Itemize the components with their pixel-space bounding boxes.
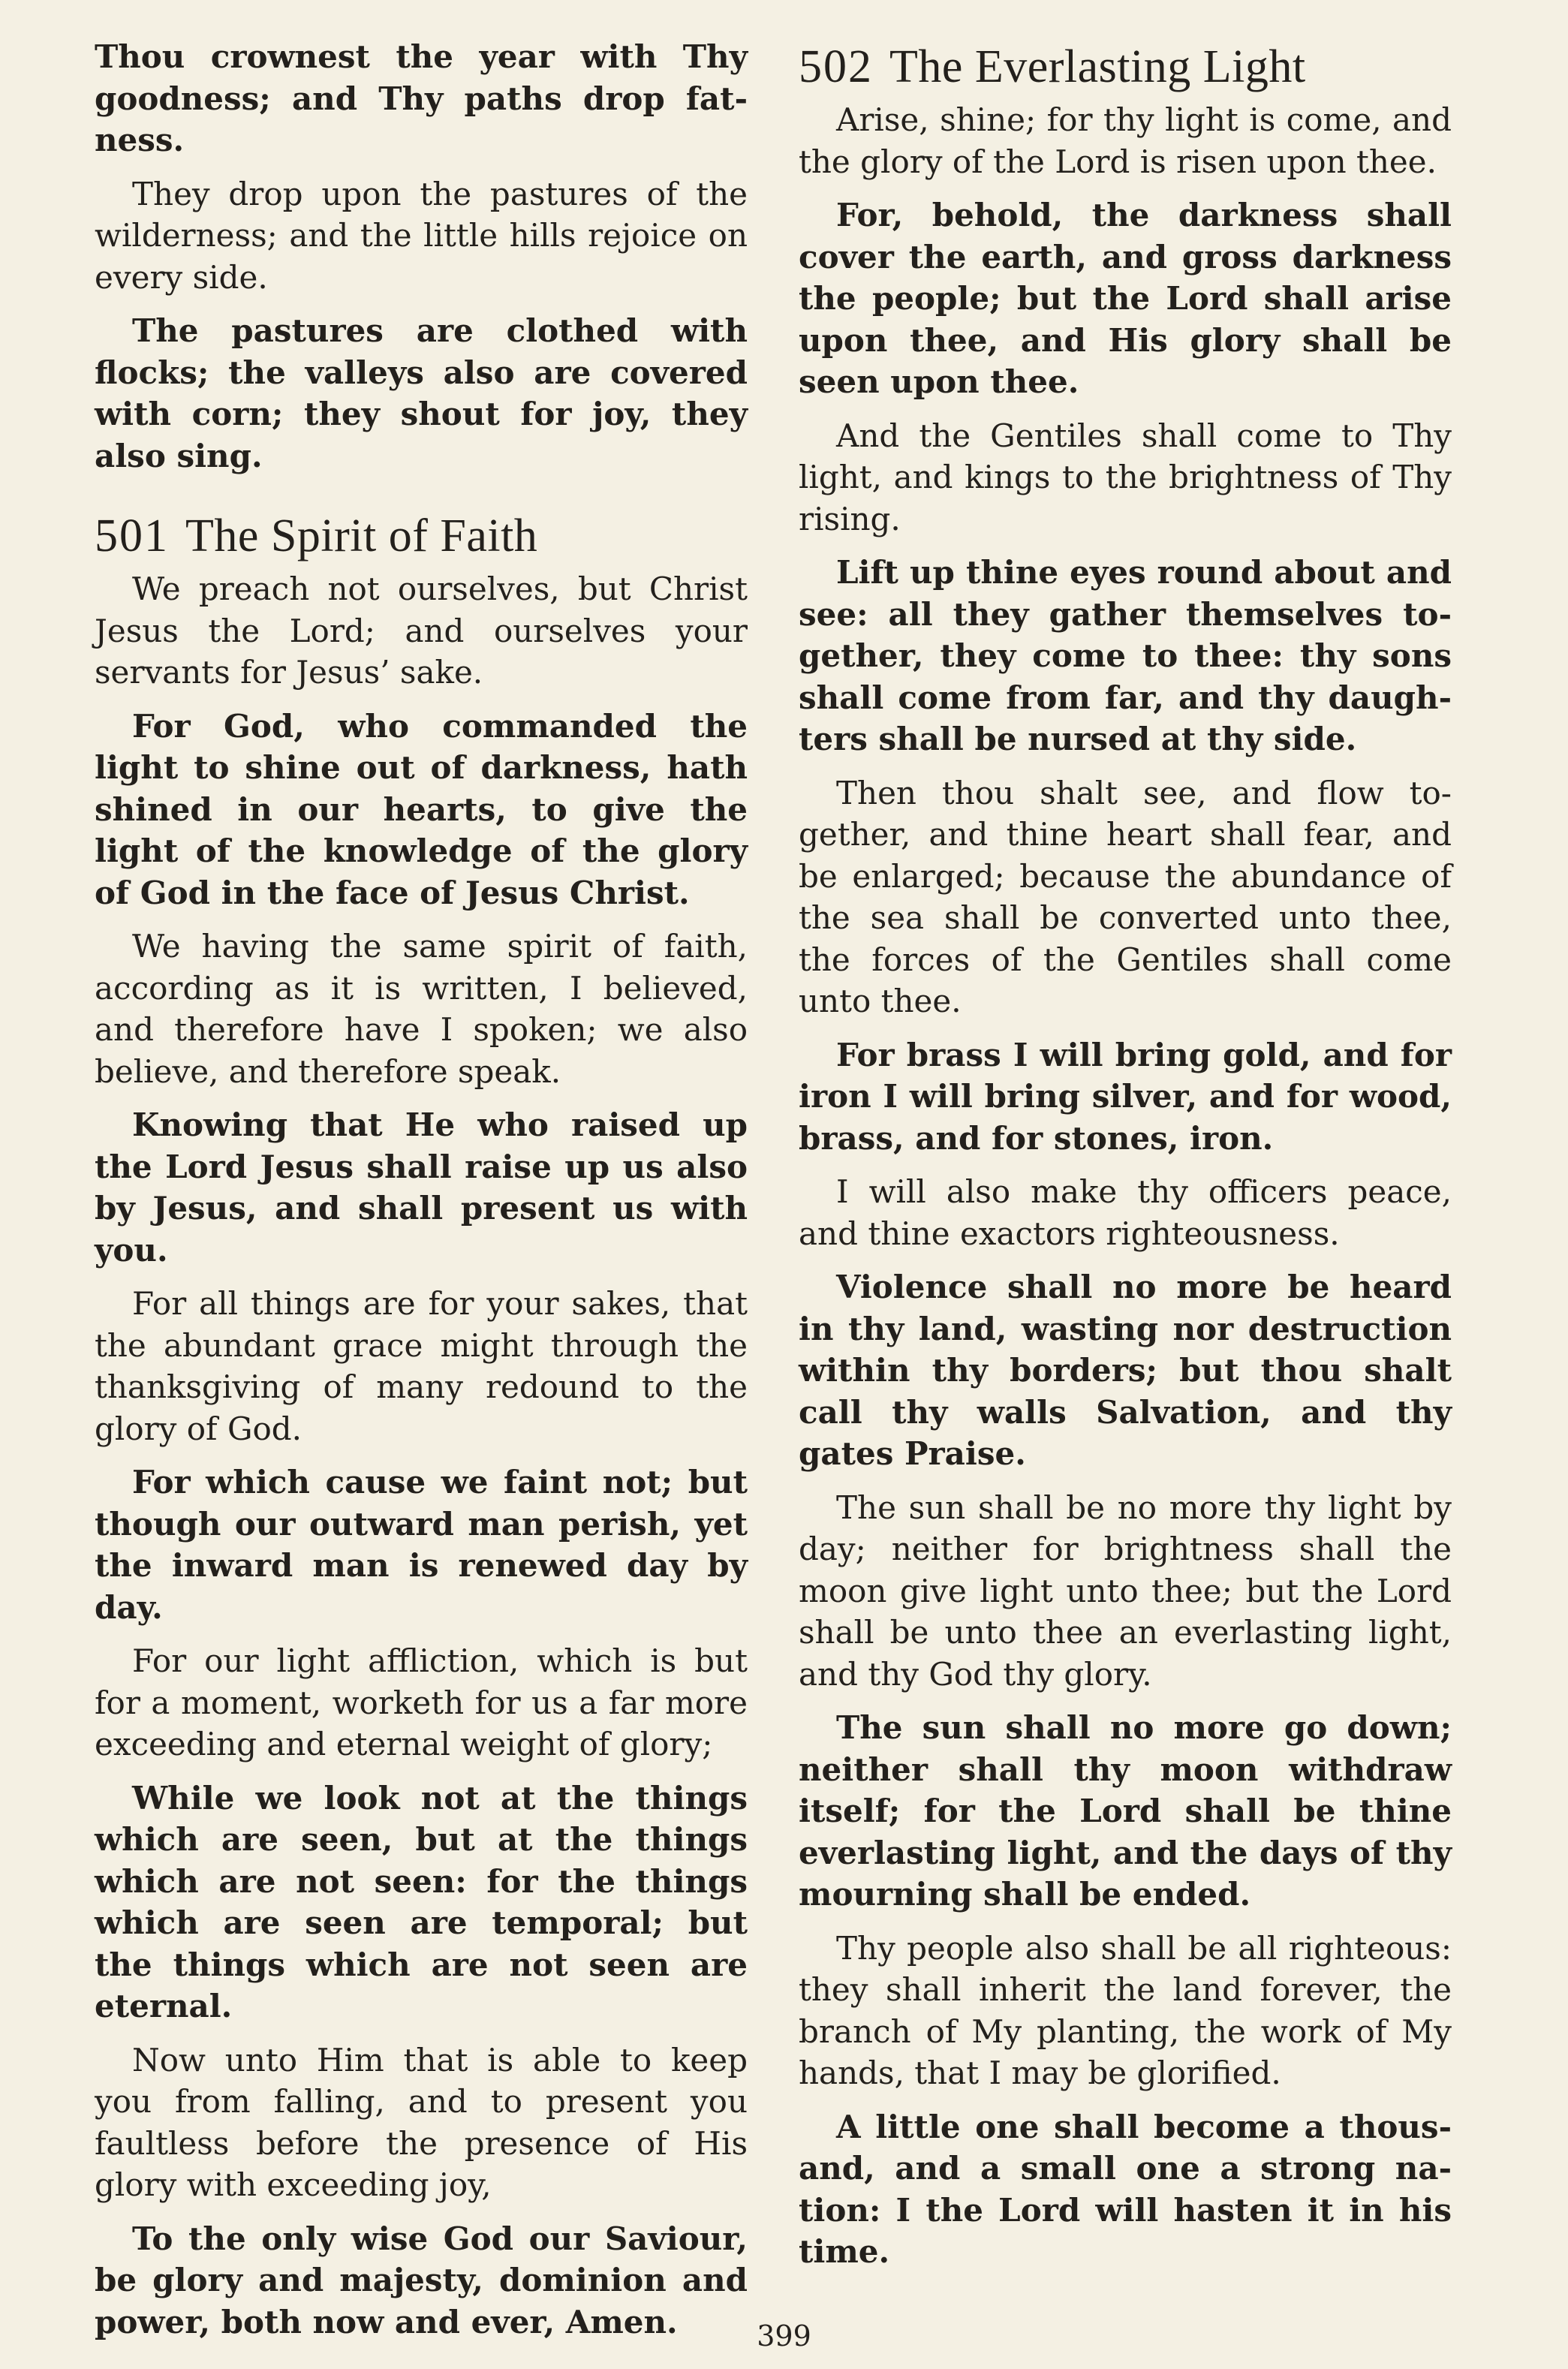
page-number: 399 [757,2319,811,2352]
continued-reading-paragraph: They drop upon the pastures of the wilderness; and the little hills rejoice on every side. [95,175,748,296]
reading-paragraph: Thy people also shall be all righteous: they shall inherit the land forever, the branch of My planting, the work of My hands, that I may be glorified. [799,1929,1452,2091]
reading-paragraph: While we look not at the things which are seen, but at the things which are not seen: for the things which are seen are temporal; but the things which are not seen are eternal. [95,1779,748,2024]
reading-paragraph: We preach not ourselves, but Christ Jesus the Lord; and ourselves your servants for Jesus’ sake. [95,570,748,691]
reading-paragraph: To the only wise God our Saviour, be glory and majesty, dominion and power, both now and ever, Amen. [95,2220,748,2340]
reading-paragraph: For God, who commanded the light to shine out of darkness, hath shined in our hearts, to give the light of the knowledge of the glory of God in the face of Jesus Christ. [95,707,748,911]
reading-number: 502 [799,41,873,92]
reading-paragraph: For brass I will bring gold, and for iron I will bring silver, and for wood, brass, and for stones, iron. [799,1036,1452,1157]
reading-paragraph: And the Gentiles shall come to Thy light, and kings to the brightness of Thy rising. [799,417,1452,537]
reading-paragraph: I will also make thy officers peace, and thine exactors righteousness. [799,1173,1452,1252]
reading-paragraph: Knowing that He who raised up the Lord Jesus shall raise up us also by Jesus, and shall present us with you. [95,1106,748,1269]
continued-reading-paragraph: The pastures are clothed with flocks; the valleys also are covered with corn; they shout for joy, they also sing. [95,312,748,474]
reading-paragraph: Now unto Him that is able to keep you from falling, and to present you faultless before the presence of His glory with exceeding joy, [95,2041,748,2203]
reading-paragraph: Violence shall no more be heard in thy land, wasting nor destruction within thy borders; but thou shalt call thy walls Salvation, and thy gates Praise. [799,1269,1452,1472]
reading-paragraph: We having the same spirit of faith, according as it is written, I believed, and therefore have I spoken; we also believe, and therefore speak. [95,928,748,1090]
reading-paragraph: For all things are for your sakes, that the abundant grace might through the thanksgiving of many redound to the glory of God. [95,1285,748,1447]
reading-title: The Everlasting Light [889,41,1306,92]
reading-501-heading [95,510,748,562]
reading-paragraph: For which cause we faint not; but though our outward man perish, yet the inward man is renewed day by day. [95,1464,748,1626]
reading-paragraph: A little one shall become a thousand, and a small one a strong nation: I the Lord will hasten it in his time. [799,2108,1452,2270]
reading-number: 501 [95,510,169,561]
continued-reading-paragraph: Thou crownest the year with Thy goodness; and Thy paths drop fatness. [95,38,748,158]
reading-paragraph: Arise, shine; for thy light is come, and the glory of the Lord is risen upon thee. [799,101,1452,180]
reading-title: The Spirit of Faith [185,510,538,561]
right-column [799,36,1452,2285]
reading-paragraph: Then thou shalt see, and flow together, and thine heart shall fear, and be enlarged; because the abundance of the sea shall be converted unto thee, the forces of the Gentiles shall come unto thee. [799,774,1452,1019]
reading-paragraph: The sun shall be no more thy light by day; neither for brightness shall the moon give light unto thee; but the Lord shall be unto thee an everlasting light, and thy God thy glory. [799,1489,1452,1693]
reading-502-heading [799,41,1452,93]
reading-paragraph: The sun shall no more go down; neither shall thy moon withdraw itself; for the Lord shall be thine everlasting light, and the days of thy mourning shall be ended. [799,1709,1452,1913]
reading-paragraph: For our light affliction, which is but for a moment, worketh for us a far more exceeding and eternal weight of glory; [95,1642,748,1762]
left-column [95,36,748,2355]
reading-paragraph: For, behold, the darkness shall cover the earth, and gross darkness the people; but the Lord shall arise upon thee, and His glory shall be seen upon thee. [799,197,1452,400]
reading-paragraph: Lift up thine eyes round about and see: all they gather themselves together, they come to thee: thy sons shall come from far, and thy daughters shall be nursed at thy side. [799,554,1452,757]
